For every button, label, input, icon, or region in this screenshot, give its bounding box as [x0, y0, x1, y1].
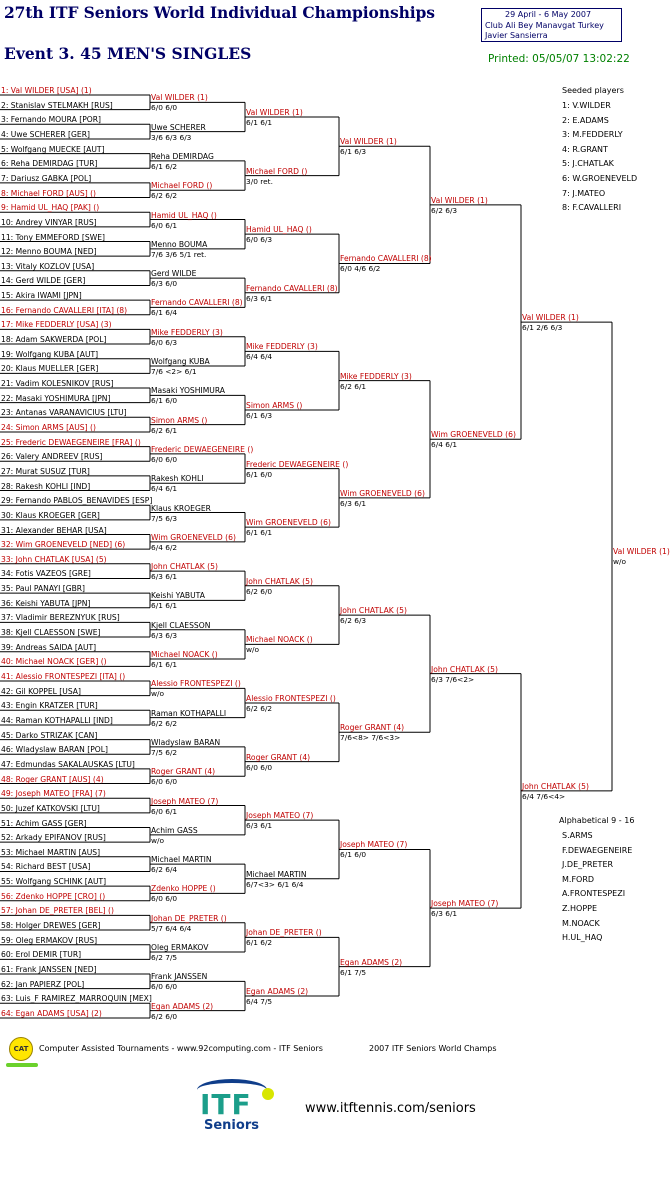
draw-entry: 24: Simon ARMS [AUS] ()	[1, 422, 96, 432]
draw-entry: 2: Stanislav STELMAKH [RUS]	[1, 100, 113, 110]
match-score: 7/5 6/2	[151, 747, 178, 757]
match-score: 6/4 7/5	[246, 996, 273, 1006]
draw-entry: 18: Adam SAKWERDA [POL]	[1, 335, 107, 345]
seeded-player: 6: W.GROENEVELD	[562, 174, 638, 183]
match-winner: Simon ARMS ()	[246, 400, 303, 410]
match-score: w/o	[613, 557, 627, 567]
match-score: 6/4 6/1	[431, 440, 458, 450]
match-winner: Mike FEDDERLY (3)	[340, 371, 412, 381]
match-score: 6/2 7/5	[151, 953, 178, 963]
footer-credit: Computer Assisted Tournaments - www.92computing.com - ITF Seniors	[39, 1044, 323, 1053]
match-winner: Val WILDER (1)	[151, 93, 208, 103]
match-winner: Gerd WILDE	[151, 269, 197, 279]
match-score: 6/1 6/4	[151, 308, 178, 318]
match-score: 6/1 6/3	[340, 147, 367, 157]
match-winner: Mike FEDDERLY (3)	[151, 327, 223, 337]
draw-entry: 58: Holger DREWES [GER]	[1, 921, 101, 931]
match-winner: Reha DEMIRDAG	[151, 151, 214, 161]
alphabetical-player: M.FORD	[562, 874, 595, 884]
match-score: 3/0 ret.	[246, 176, 273, 186]
draw-entry: 17: Mike FEDDERLY [USA] (3)	[1, 320, 112, 330]
draw-entry: 61: Frank JANSSEN [NED]	[1, 965, 97, 974]
match-score: 6/0 6/0	[151, 103, 178, 113]
match-winner: Wolfgang KUBA	[151, 357, 210, 367]
championship-title: 27th ITF Seniors World Individual Championships	[4, 3, 435, 22]
match-winner: Alessio FRONTESPEZI ()	[151, 679, 241, 689]
match-score: 6/2 6/0	[151, 1011, 178, 1021]
match-score: 6/1 6/1	[151, 601, 178, 611]
match-score: 6/0 6/1	[151, 220, 178, 230]
match-winner: Fernando CAVALLERI (8)	[340, 254, 432, 264]
match-score: 6/3 6/1	[246, 821, 273, 831]
draw-entry: 45: Darko STRIZAK [CAN]	[1, 730, 98, 740]
match-winner: Egan ADAMS (2)	[246, 986, 309, 996]
match-winner: Egan ADAMS (2)	[151, 1001, 214, 1011]
match-winner: Raman KOTHAPALLI	[151, 708, 227, 718]
match-winner: John CHATLAK (5)	[151, 562, 218, 572]
match-score: 6/2 6/1	[151, 425, 178, 435]
match-winner: Rakesh KOHLI	[151, 474, 204, 484]
alphabetical-player: Z.HOPPE	[562, 904, 598, 913]
match-winner: Frank JANSSEN	[151, 972, 208, 982]
draw-entry: 30: Klaus KROEGER [GER]	[1, 510, 100, 520]
draw-entry: 53: Michael MARTIN [AUS]	[1, 847, 101, 857]
match-winner: Frederic DEWAEGENEIRE ()	[246, 459, 349, 469]
draw-entry: 16: Fernando CAVALLERI [ITA] (8)	[1, 305, 128, 315]
match-winner: Zdenko HOPPE ()	[151, 884, 216, 894]
match-winner: Joseph MATEO (7)	[246, 811, 314, 821]
match-winner: Michael FORD ()	[151, 181, 213, 191]
match-winner: Wladyslaw BARAN	[151, 737, 221, 747]
draw-entry: 62: Jan PAPIERZ [POL]	[1, 979, 85, 989]
match-score: 6/3 6/3	[151, 630, 178, 640]
match-winner: John CHATLAK (5)	[246, 576, 313, 586]
match-score: 6/3 6/1	[431, 909, 458, 919]
match-winner: Michael MARTIN	[151, 855, 212, 865]
match-winner: Klaus KROEGER	[151, 503, 211, 513]
match-winner: Masaki YOSHIMURA	[151, 386, 225, 396]
alphabetical-player: S.ARMS	[562, 831, 593, 840]
match-score: 6/4 6/4	[246, 352, 273, 362]
match-winner: Val WILDER (1)	[613, 547, 670, 557]
draw-entry: 63: Luis_F RAMIREZ_MARROQUIN [MEX]	[1, 994, 152, 1004]
draw-entry: 56: Zdenko HOPPE [CRO] ()	[1, 891, 106, 901]
draw-entry: 6: Reha DEMIRDAG [TUR]	[1, 159, 98, 169]
match-score: w/o	[246, 645, 260, 655]
match-score: 6/1 6/1	[246, 117, 273, 127]
match-score: 6/4 6/1	[151, 484, 178, 494]
match-score: 6/4 6/2	[151, 542, 178, 552]
seeded-player: 3: M.FEDDERLY	[562, 130, 623, 140]
match-score: 6/7<3> 6/1 6/4	[246, 879, 304, 889]
match-score: 6/0 6/0	[151, 982, 178, 992]
match-score: 6/2 6/2	[151, 718, 178, 728]
draw-entry: 20: Klaus MUELLER [GER]	[1, 364, 99, 374]
draw-entry: 55: Wolfgang SCHINK [AUT]	[1, 877, 107, 887]
match-score: 3/6 6/3 6/3	[151, 132, 192, 142]
draw-entry: 14: Gerd WILDE [GER]	[1, 276, 86, 286]
match-winner: Val WILDER (1)	[431, 195, 488, 205]
draw-entry: 54: Richard BEST [USA]	[1, 862, 91, 872]
match-score: 6/0 6/3	[151, 337, 178, 347]
footer-event: 2007 ITF Seniors World Champs	[369, 1044, 497, 1053]
seeded-player: 7: J.MATEO	[562, 188, 606, 198]
match-winner: Johan DE_PRETER ()	[246, 928, 322, 938]
draw-entry: 10: Andrey VINYAR [RUS]	[1, 217, 97, 227]
match-winner: Uwe SCHERER	[151, 122, 206, 132]
seeded-player: 1: V.WILDER	[562, 101, 611, 110]
match-winner: Roger GRANT (4)	[151, 767, 216, 777]
match-winner: Fernando CAVALLERI (8)	[246, 283, 338, 293]
match-winner: Michael FORD ()	[246, 166, 308, 176]
match-score: 7/5 6/3	[151, 513, 178, 523]
match-winner: Val WILDER (1)	[522, 313, 579, 323]
match-winner: Joseph MATEO (7)	[431, 899, 499, 909]
match-score: 6/1 6/1	[151, 660, 178, 670]
event-dates: 29 April - 6 May 2007	[505, 10, 592, 19]
draw-entry: 64: Egan ADAMS [USA] (2)	[1, 1008, 102, 1018]
match-winner: Simon ARMS ()	[151, 415, 208, 425]
match-score: 6/1 6/0	[151, 396, 178, 406]
itf-url: www.itftennis.com/seniors	[305, 1101, 476, 1116]
alphabetical-player: F.DEWAEGENEIRE	[562, 845, 633, 855]
match-winner: Achim GASS	[151, 825, 198, 835]
match-winner: Wim GROENEVELD (6)	[431, 430, 516, 440]
draw-entry: 37: Vladimir BEREZNYUK [RUS]	[1, 613, 120, 623]
alphabetical-player: H.UL_HAQ	[562, 933, 603, 943]
draw-entry: 44: Raman KOTHAPALLI [IND]	[1, 715, 113, 725]
draw-entry: 42: Gil KOPPEL [USA]	[1, 686, 81, 696]
match-winner: John CHATLAK (5)	[340, 606, 407, 616]
match-winner: Michael MARTIN	[246, 869, 307, 879]
match-score: 6/1 6/0	[246, 469, 273, 479]
draw-entry: 41: Alessio FRONTESPEZI [ITA] ()	[1, 672, 126, 681]
match-winner: Frederic DEWAEGENEIRE ()	[151, 444, 254, 454]
draw-entry: 22: Masaki YOSHIMURA [JPN]	[1, 393, 111, 403]
match-score: 6/2 6/2	[151, 191, 178, 201]
tennis-ball-icon	[262, 1088, 274, 1100]
seeded-player: 2: E.ADAMS	[562, 115, 609, 125]
draw-entry: 27: Murat SUSUZ [TUR]	[1, 466, 90, 476]
match-score: 6/4 7/6<4>	[522, 791, 566, 801]
match-winner: Joseph MATEO (7)	[151, 796, 219, 806]
draw-entry: 28: Rakesh KOHLI [IND]	[1, 481, 91, 491]
match-score: 6/1 6/1	[246, 528, 273, 538]
cat-logo: CAT	[9, 1037, 33, 1061]
draw-entry: 15: Akira IWAMI [JPN]	[1, 291, 82, 301]
draw-entry: 57: Johan DE_PRETER [BEL] ()	[1, 906, 114, 916]
match-score: 6/3 6/0	[151, 279, 178, 289]
match-winner: Egan ADAMS (2)	[340, 957, 403, 967]
match-score: 6/2 6/2	[246, 703, 273, 713]
match-winner: John CHATLAK (5)	[431, 664, 498, 674]
draw-entry: 50: Juzef KATKOVSKI [LTU]	[1, 803, 100, 813]
match-winner: Keishi YABUTA	[151, 591, 205, 601]
match-winner: Roger GRANT (4)	[246, 752, 311, 762]
alphabetical-title: Alphabetical 9 - 16	[559, 816, 635, 825]
draw-entry: 39: Andreas SAIDA [AUT]	[1, 642, 97, 652]
event-venue: Club Ali Bey Manavgat Turkey	[485, 20, 604, 30]
match-score: 7/6 <2> 6/1	[151, 367, 197, 377]
event-title: Event 3. 45 MEN'S SINGLES	[4, 44, 252, 63]
draw-entry: 31: Alexander BEHAR [USA]	[1, 525, 107, 535]
match-score: w/o	[151, 689, 165, 699]
draw-entry: 47: Edmundas SAKALAUSKAS [LTU]	[1, 759, 135, 769]
match-score: 6/0 6/0	[151, 454, 178, 464]
match-winner: Michael NOACK ()	[151, 650, 218, 660]
draw-entry: 33: John CHATLAK [USA] (5)	[1, 554, 107, 564]
match-winner: Wim GROENEVELD (6)	[246, 518, 331, 528]
alphabetical-player: A.FRONTESPEZI	[562, 889, 626, 899]
alphabetical-player: J.DE_PRETER	[562, 860, 614, 870]
match-winner: Kjell CLAESSON	[151, 620, 211, 630]
match-score: w/o	[151, 835, 165, 845]
draw-entry: 29: Fernando PABLOS_BENAVIDES [ESP]	[1, 496, 153, 506]
draw-entry: 36: Keishi YABUTA [JPN]	[1, 598, 91, 608]
draw-entry: 7: Dariusz GABKA [POL]	[1, 173, 92, 183]
draw-entry: 13: Vitaly KOZLOV [USA]	[1, 261, 95, 271]
match-score: 6/3 6/1	[151, 572, 178, 582]
match-score: 5/7 6/4 6/4	[151, 923, 192, 933]
match-score: 7/6<8> 7/6<3>	[340, 733, 401, 743]
draw-entry: 1: Val WILDER [USA] (1)	[1, 86, 92, 95]
match-winner: Val WILDER (1)	[340, 137, 397, 147]
match-winner: Val WILDER (1)	[246, 107, 303, 117]
match-winner: Wim GROENEVELD (6)	[151, 532, 236, 542]
match-score: 6/2 6/4	[151, 865, 178, 875]
seeded-player: 5: J.CHATLAK	[562, 159, 614, 169]
match-winner: Fernando CAVALLERI (8)	[151, 298, 243, 308]
match-winner: Alessio FRONTESPEZI ()	[246, 693, 336, 703]
match-winner: Hamid UL_HAQ ()	[151, 210, 217, 220]
draw-entry: 5: Wolfgang MUECKE [AUT]	[1, 144, 105, 154]
draw-entry: 51: Achim GASS [GER]	[1, 818, 87, 828]
match-score: 6/2 6/3	[431, 205, 458, 215]
match-score: 6/1 6/2	[246, 938, 273, 948]
match-score: 6/0 6/0	[151, 777, 178, 787]
match-winner: Wim GROENEVELD (6)	[340, 488, 425, 498]
draw-entry: 26: Valery ANDREEV [RUS]	[1, 452, 103, 462]
draw-entry: 46: Wladyslaw BARAN [POL]	[1, 745, 108, 755]
draw-entry: 48: Roger GRANT [AUS] (4)	[1, 774, 104, 784]
match-score: 7/6 3/6 5/1 ret.	[151, 249, 207, 259]
draw-entry: 12: Menno BOUMA [NED]	[1, 247, 97, 257]
draw-entry: 38: Kjell CLAESSON [SWE]	[1, 628, 101, 638]
draw-entry: 34: Fotis VAZEOS [GRE]	[1, 569, 91, 579]
draw-entry: 60: Erol DEMIR [TUR]	[1, 950, 82, 960]
match-score: 6/0 6/0	[246, 762, 273, 772]
match-score: 6/1 7/5	[340, 967, 367, 977]
draw-entry: 19: Wolfgang KUBA [AUT]	[1, 349, 99, 359]
match-winner: Roger GRANT (4)	[340, 723, 405, 733]
draw-entry: 9: Hamid UL_HAQ [PAK] ()	[1, 203, 100, 213]
draw-entry: 49: Joseph MATEO [FRA] (7)	[1, 789, 106, 799]
draw-entry: 25: Frederic DEWAEGENEIRE [FRA] ()	[1, 437, 141, 447]
draw-entry: 3: Fernando MOURA [POR]	[1, 115, 101, 125]
draw-entry: 40: Michael NOACK [GER] ()	[1, 657, 107, 667]
seeded-player: 4: R.GRANT	[562, 144, 608, 154]
match-winner: Joseph MATEO (7)	[340, 840, 408, 850]
match-score: 6/0 6/1	[151, 806, 178, 816]
printed-timestamp: Printed: 05/05/07 13:02:22	[488, 53, 630, 65]
match-winner: Hamid UL_HAQ ()	[246, 225, 312, 235]
seeded-player: 8: F.CAVALLERI	[562, 203, 622, 213]
draw-entry: 59: Oleg ERMAKOV [RUS]	[1, 935, 98, 945]
match-score: 6/2 6/3	[340, 616, 367, 626]
draw-entry: 35: Paul PANAYI [GBR]	[1, 584, 86, 594]
match-winner: Johan DE_PRETER ()	[151, 913, 227, 923]
draw-entry: 52: Arkady EPIFANOV [RUS]	[1, 833, 106, 843]
seeded-players-title: Seeded players	[562, 86, 624, 95]
match-winner: Oleg ERMAKOV	[151, 943, 209, 953]
draw-entry: 21: Vadim KOLESNIKOV [RUS]	[1, 379, 114, 388]
match-score: 6/3 6/1	[340, 498, 367, 508]
draw-entry: 4: Uwe SCHERER [GER]	[1, 129, 90, 139]
match-winner: Menno BOUMA	[151, 239, 208, 249]
match-score: 6/0 4/6 6/2	[340, 264, 381, 274]
match-score: 6/2 6/0	[246, 586, 273, 596]
match-score: 6/1 6/2	[151, 161, 178, 171]
draw-entry: 23: Antanas VARANAVICIUS [LTU]	[1, 408, 127, 418]
match-score: 6/0 6/0	[151, 894, 178, 904]
itf-logo: ITF	[200, 1088, 252, 1121]
match-score: 6/3 6/1	[246, 293, 273, 303]
cat-logo-bar	[6, 1063, 38, 1067]
match-winner: John CHATLAK (5)	[522, 781, 589, 791]
match-winner: Mike FEDDERLY (3)	[246, 342, 318, 352]
draw-entry: 8: Michael FORD [AUS] ()	[1, 188, 97, 198]
match-score: 6/3 7/6<2>	[431, 674, 475, 684]
draw-entry: 43: Engin KRATZER [TUR]	[1, 701, 98, 711]
match-score: 6/1 6/0	[340, 850, 367, 860]
itf-logo-subtitle: Seniors	[204, 1118, 259, 1133]
match-score: 6/1 2/6 6/3	[522, 323, 563, 333]
match-score: 6/1 6/3	[246, 410, 273, 420]
draw-entry: 32: Wim GROENEVELD [NED] (6)	[1, 540, 126, 550]
event-referee: Javier Sansierra	[485, 31, 548, 40]
match-winner: Michael NOACK ()	[246, 635, 313, 645]
match-score: 6/0 6/3	[246, 235, 273, 245]
match-score: 6/2 6/1	[340, 381, 367, 391]
alphabetical-player: M.NOACK	[562, 918, 600, 928]
draw-entry: 11: Tony EMMEFORD [SWE]	[1, 232, 105, 242]
